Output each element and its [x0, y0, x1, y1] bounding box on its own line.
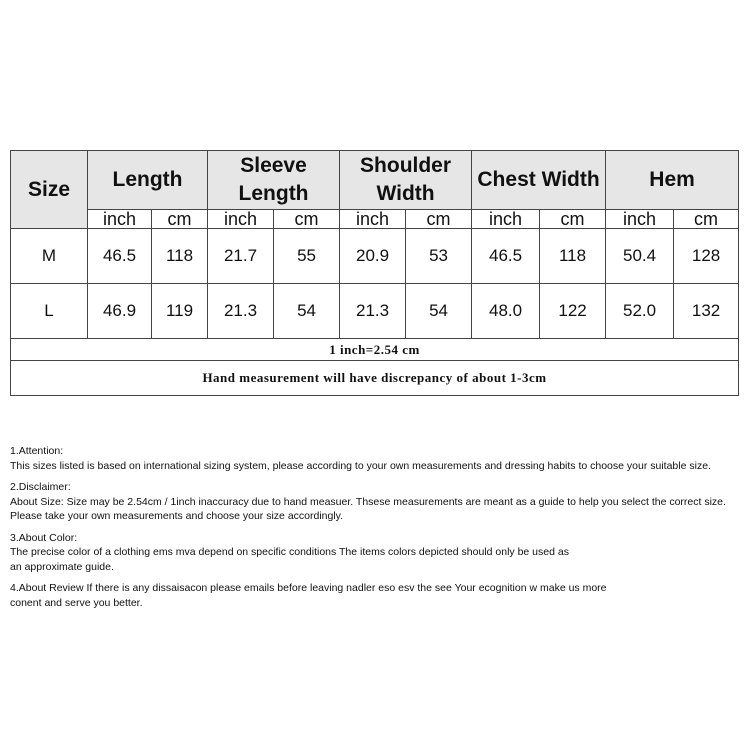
- unit-cell: cm: [274, 210, 340, 229]
- header-shoulder-width: [340, 151, 472, 210]
- table-row: [11, 229, 739, 284]
- note-line: About Size: Size may be 2.54cm / 1inch inaccuracy due to hand measuer. Thsese measurements are meant as a guide to help you select the correct size.: [10, 495, 726, 508]
- note-line: an approximate guide.: [10, 560, 114, 573]
- header-shoulder-line1: Shoulder: [360, 154, 452, 177]
- value-cell: 46.9: [88, 284, 152, 339]
- value-cell: 50.4: [606, 229, 674, 284]
- header-sleeve-length: [208, 151, 340, 210]
- size-chart-table: [10, 150, 739, 396]
- note-title: 1.Attention:: [10, 445, 64, 457]
- note-line: conent and serve you better.: [10, 596, 143, 609]
- unit-cell: cm: [674, 210, 739, 229]
- notes-section: [10, 444, 745, 617]
- value-cell: 46.5: [88, 229, 152, 284]
- value-cell: 21.3: [208, 284, 274, 339]
- header-row: [11, 151, 739, 210]
- unit-cell: inch: [606, 210, 674, 229]
- header-length: Length: [88, 151, 208, 210]
- note-disclaimer: [10, 480, 745, 524]
- note-line: Please take your own measurements and choose your size accordingly.: [10, 510, 344, 522]
- value-cell: 21.7: [208, 229, 274, 284]
- header-size: Size: [11, 151, 88, 229]
- conversion-row: [11, 339, 739, 361]
- value-cell: 46.5: [472, 229, 540, 284]
- unit-cell: inch: [208, 210, 274, 229]
- unit-cell: inch: [340, 210, 406, 229]
- value-cell: 53: [406, 229, 472, 284]
- size-cell: L: [11, 284, 88, 339]
- header-hem: Hem: [606, 151, 739, 210]
- conversion-note: 1 inch=2.54 cm: [11, 339, 739, 361]
- value-cell: 118: [152, 229, 208, 284]
- table-row: [11, 284, 739, 339]
- value-cell: 132: [674, 284, 739, 339]
- discrepancy-row: [11, 361, 739, 396]
- note-attention: [10, 444, 745, 473]
- unit-row: [11, 210, 739, 229]
- unit-cell: inch: [88, 210, 152, 229]
- note-color: [10, 531, 745, 575]
- value-cell: 128: [674, 229, 739, 284]
- value-cell: 55: [274, 229, 340, 284]
- note-line: This sizes listed is based on international sizing system, please according to your own measurements and dressing habits to choose your suitable size.: [10, 459, 711, 472]
- header-chest-width: Chest Width: [472, 151, 606, 210]
- size-cell: M: [11, 229, 88, 284]
- note-review: [10, 581, 745, 610]
- value-cell: 118: [540, 229, 606, 284]
- unit-cell: cm: [152, 210, 208, 229]
- header-sleeve-line2: Length: [238, 182, 309, 205]
- note-title: 3.About Color:: [10, 531, 78, 544]
- note-line: 4.About Review If there is any dissaisacon please emails before leaving nadler eso esv the see Your ecognition w make us more: [10, 582, 607, 594]
- unit-cell: cm: [406, 210, 472, 229]
- value-cell: 54: [406, 284, 472, 339]
- value-cell: 21.3: [340, 284, 406, 339]
- value-cell: 119: [152, 284, 208, 339]
- value-cell: 20.9: [340, 229, 406, 284]
- note-title: 2.Disclaimer:: [10, 481, 71, 493]
- header-shoulder-line2: Width: [376, 182, 435, 205]
- header-sleeve-line1: Sleeve: [240, 154, 307, 177]
- value-cell: 48.0: [472, 284, 540, 339]
- value-cell: 54: [274, 284, 340, 339]
- unit-cell: inch: [472, 210, 540, 229]
- value-cell: 52.0: [606, 284, 674, 339]
- value-cell: 122: [540, 284, 606, 339]
- discrepancy-note: Hand measurement will have discrepancy of about 1-3cm: [11, 361, 739, 396]
- note-line: The precise color of a clothing ems mva depend on specific conditions The items colors depicted should only be used as: [10, 546, 569, 558]
- unit-cell: cm: [540, 210, 606, 229]
